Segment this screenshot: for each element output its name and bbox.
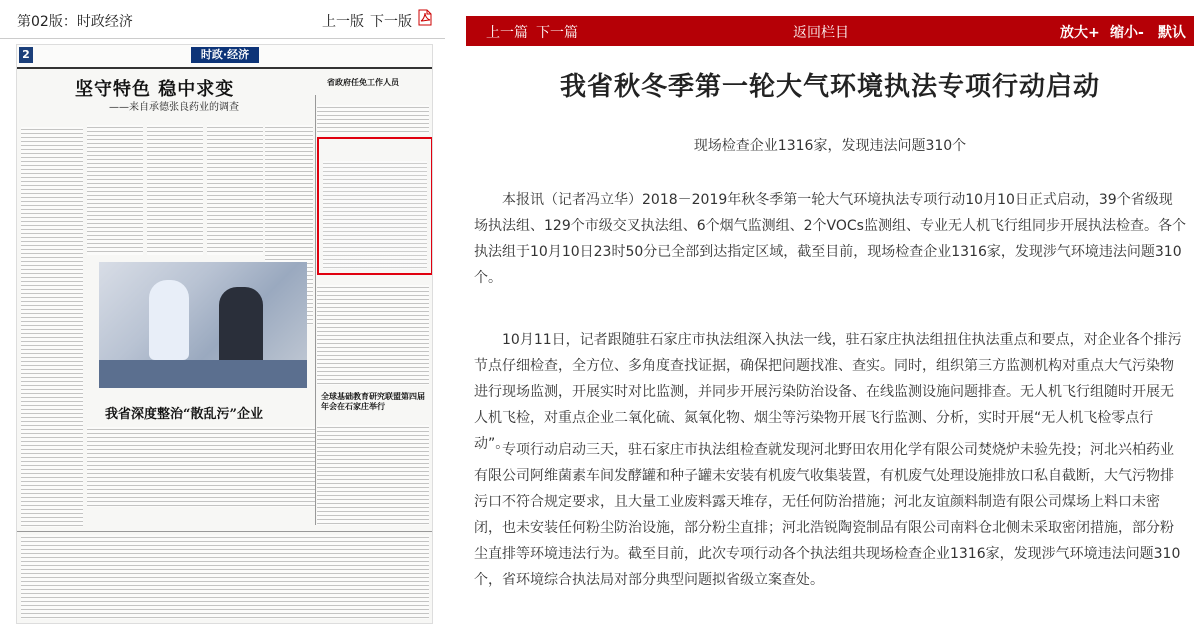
newspaper-text-column	[323, 161, 427, 269]
newspaper-page-number: 2	[19, 47, 33, 63]
prev-article-link[interactable]: 上一篇	[486, 25, 528, 41]
back-to-column-link[interactable]: 返回栏目	[793, 25, 849, 41]
newspaper-lead-headline: 坚守特色 稳中求变	[75, 79, 235, 100]
newspaper-lead-subheadline: ——来自承德张良药业的调查	[109, 102, 239, 113]
newspaper-text-column	[87, 125, 143, 255]
next-page-link[interactable]: 下一版	[370, 14, 412, 30]
zoom-in-button[interactable]: 放大+	[1060, 25, 1100, 41]
article-paragraph: 10月11日，记者跟随驻石家庄市执法组深入执法一线，驻石家庄执法组扭住执法重点和要点，对企业各个排污节点仔细检查，全方位、多角度查找证据，确保把问题找准、查实。同时，组织第三方监测机构对重点大气污染物进行现场监测，开展实时对比监测，并同步开展污染防治设备、在线监测设施问题排查。无人机飞行组随时开展无人机飞检，对重点企业二氧化硫、氮氧化物、烟尘等污染物开展飞行监测、分析，实时开展“无人机飞检零点行动”。	[474, 332, 1182, 452]
default-size-button[interactable]: 默认	[1158, 25, 1186, 41]
newspaper-text-column	[147, 125, 203, 255]
divider	[315, 95, 316, 525]
prev-page-link[interactable]: 上一版	[322, 14, 364, 30]
article-paragraph: 本报讯（记者冯立华）2018－2019年秋冬季第一轮大气环境执法专项行动10月10日正式启动，39个省级现场执法组、129个市级交叉执法组、6个烟气监测组、2个VOCs监测组、专业无人机飞行组同步开展执法检查。各个执法组于10月10日23时50分已全部到达指定区域，截至目前，现场检查企业1316家，发现涉气环境违法问题310个。	[474, 192, 1186, 286]
article-paragraph: 专项行动启动三天，驻石家庄市执法组检查就发现河北野田农用化学有限公司焚烧炉未验先投；河北兴柏药业有限公司阿维菌素车间发酵罐和种子罐未安装有机废气收集装置，有机废气处理设施排放口私自截断，大气污物排污口不符合规定要求，且大量工业废料露天堆存，无任何防治措施；河北友谊颜料制造有限公司煤场上料口未密闭，也未安装任何粉尘防治设施，部分粉尘直排；河北浩锐陶瓷制品有限公司南料仓北侧未采取密闭措施，部分粉尘直排等环境违法行为。截至目前，此次专项行动各个执法组共现场检查企业1316家，发现涉气环境违法问题310个，省环境综合执法局对部分典型问题拟省级立案查处。	[474, 442, 1181, 588]
newspaper-text-column	[317, 105, 429, 135]
article-panel	[466, 0, 1194, 639]
page-nav-bar	[0, 0, 445, 39]
newspaper-text-column	[317, 285, 429, 385]
newspaper-masthead	[17, 45, 432, 69]
selected-article-highlight[interactable]	[317, 137, 433, 275]
newspaper-page-image[interactable]	[16, 44, 433, 624]
zoom-out-button[interactable]: 缩小-	[1110, 25, 1144, 41]
newspaper-page-panel	[0, 0, 445, 639]
divider	[17, 531, 432, 532]
newspaper-text-column	[87, 427, 315, 507]
newspaper-photo	[99, 262, 307, 388]
newspaper-text-column	[21, 535, 429, 619]
newspaper-text-column	[21, 127, 83, 527]
next-article-link[interactable]: 下一篇	[536, 25, 578, 41]
newspaper-column-heading: 全球基础教育研究联盟第四届年会在石家庄举行	[321, 391, 425, 411]
edition-label: 第02版：时政经济	[17, 14, 133, 30]
article-toolbar	[466, 16, 1194, 46]
pdf-icon[interactable]	[418, 9, 432, 26]
newspaper-column-heading: 省政府任免工作人员	[327, 77, 399, 87]
newspaper-text-column	[207, 125, 263, 255]
article-title: 我省秋冬季第一轮大气环境执法专项行动启动	[559, 72, 1100, 102]
newspaper-mid-headline: 我省深度整治“散乱污”企业	[105, 407, 263, 422]
newspaper-text-column	[317, 425, 429, 525]
article-subtitle: 现场检查企业1316家，发现违法问题310个	[693, 138, 967, 154]
newspaper-section-name: 时政·经济	[191, 47, 259, 63]
